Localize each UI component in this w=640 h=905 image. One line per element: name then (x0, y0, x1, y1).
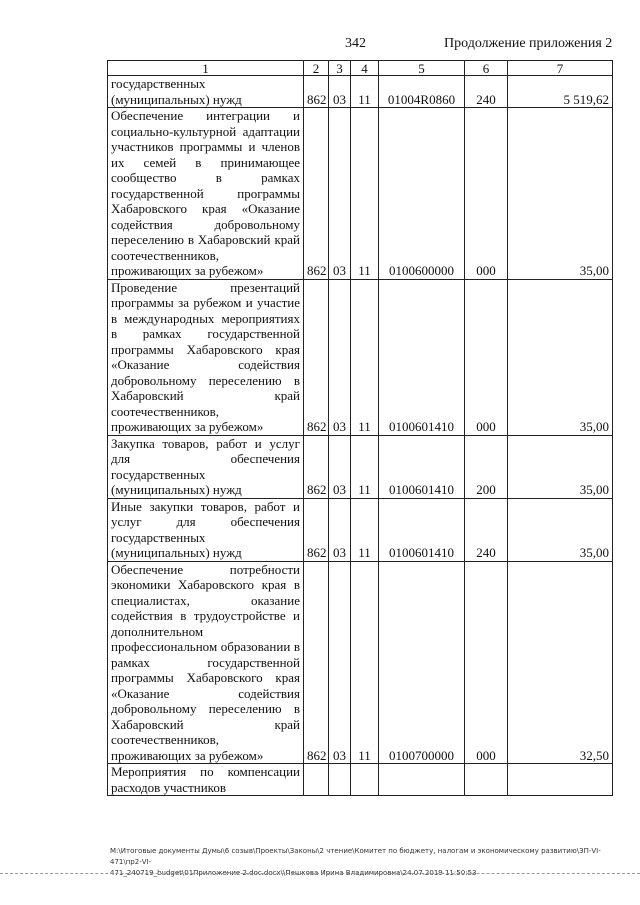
row-cell: 0100601410 (379, 435, 465, 498)
row-cell: 000 (465, 561, 508, 764)
row-cell: 240 (465, 76, 508, 108)
row-cell: 11 (351, 561, 379, 764)
table-row (108, 76, 613, 108)
row-amount-cell (508, 764, 613, 796)
row-cell: 862 (304, 108, 329, 280)
budget-table (107, 60, 613, 796)
row-cell: 11 (351, 108, 379, 280)
table-row (108, 498, 613, 561)
row-cell: 862 (304, 76, 329, 108)
row-cell: 000 (465, 279, 508, 435)
file-path-line: 471_240719_budget\01Приложение 2.doc.docx\\Пешкова Ирина Владимировна\24.07.2019 11:50:53 (110, 869, 477, 877)
row-cell (351, 764, 379, 796)
footer-divider (0, 873, 640, 874)
row-cell: 03 (329, 76, 351, 108)
table-header-row (108, 61, 613, 76)
row-cell (379, 764, 465, 796)
column-header: 6 (465, 61, 508, 76)
table-row (108, 764, 613, 796)
row-cell: 11 (351, 279, 379, 435)
row-amount-cell: 35,00 (508, 108, 613, 280)
row-cell: 03 (329, 279, 351, 435)
column-header: 1 (108, 61, 304, 76)
table-row (108, 561, 613, 764)
row-cell (329, 764, 351, 796)
row-amount-cell: 35,00 (508, 498, 613, 561)
row-cell: 03 (329, 498, 351, 561)
row-cell: 200 (465, 435, 508, 498)
row-cell: 11 (351, 76, 379, 108)
page-number: 342 (345, 36, 366, 51)
row-cell: 000 (465, 108, 508, 280)
row-cell: 01004R0860 (379, 76, 465, 108)
row-cell: 11 (351, 498, 379, 561)
column-header: 5 (379, 61, 465, 76)
row-amount-cell: 5 519,62 (508, 76, 613, 108)
row-cell (465, 764, 508, 796)
row-amount-cell: 35,00 (508, 279, 613, 435)
row-amount-cell: 32,50 (508, 561, 613, 764)
table-row (108, 279, 613, 435)
row-name-cell: государственных (муниципальных) нужд (108, 76, 304, 108)
row-cell: 03 (329, 435, 351, 498)
column-header: 7 (508, 61, 613, 76)
column-header: 3 (329, 61, 351, 76)
file-path-footer (110, 846, 615, 879)
row-cell: 03 (329, 108, 351, 280)
row-cell: 0100601410 (379, 279, 465, 435)
row-cell: 862 (304, 498, 329, 561)
row-cell: 0100601410 (379, 498, 465, 561)
row-cell: 0100600000 (379, 108, 465, 280)
row-name-cell: Иные закупки товаров, работ и услуг для обеспечения государственных (муниципальных) нужд (108, 498, 304, 561)
continuation-caption: Продолжение приложения 2 (444, 36, 613, 51)
column-header: 2 (304, 61, 329, 76)
row-cell: 862 (304, 561, 329, 764)
row-cell: 240 (465, 498, 508, 561)
row-name-cell: Проведение презентаций программы за рубежом и участие в международных мероприятиях в рамках государственной программы Хабаровского края «Оказание содействия добровольному переселению в Хабаровский край соотечественников, проживающих за рубежом» (108, 279, 304, 435)
row-cell: 862 (304, 279, 329, 435)
row-name-cell: Закупка товаров, работ и услуг для обеспечения государственных (муниципальных) нужд (108, 435, 304, 498)
column-header: 4 (351, 61, 379, 76)
row-cell (304, 764, 329, 796)
table-row (108, 108, 613, 280)
row-cell: 0100700000 (379, 561, 465, 764)
row-cell: 862 (304, 435, 329, 498)
row-name-cell: Обеспечение интеграции и социально-культурной адаптации участников программы и членов их семей в принимающее сообщество в рамках государственной программы Хабаровского края «Оказание содействия добровольному переселению в Хабаровский край соотечественников, проживающих за рубежом» (108, 108, 304, 280)
row-name-cell: Обеспечение потребности экономики Хабаровского края в специалистах, оказание содействия в трудоустройстве и дополнительном профессиональном образовании в рамках государственной программы Хабаровского края «Оказание содействия добровольному переселению в Хабаровский край соотечественников, проживающих за рубежом» (108, 561, 304, 764)
row-cell: 03 (329, 561, 351, 764)
row-amount-cell: 35,00 (508, 435, 613, 498)
row-name-cell: Мероприятия по компенсации расходов участников (108, 764, 304, 796)
table-row (108, 435, 613, 498)
row-cell: 11 (351, 435, 379, 498)
file-path-line: M:\Итоговые документы Думы\6 созыв\Проекты\Законы\2 чтение\Комитет по бюджету, налогам и экономическому развитию\ЗП-VI-471\пр2-VI- (110, 847, 601, 866)
